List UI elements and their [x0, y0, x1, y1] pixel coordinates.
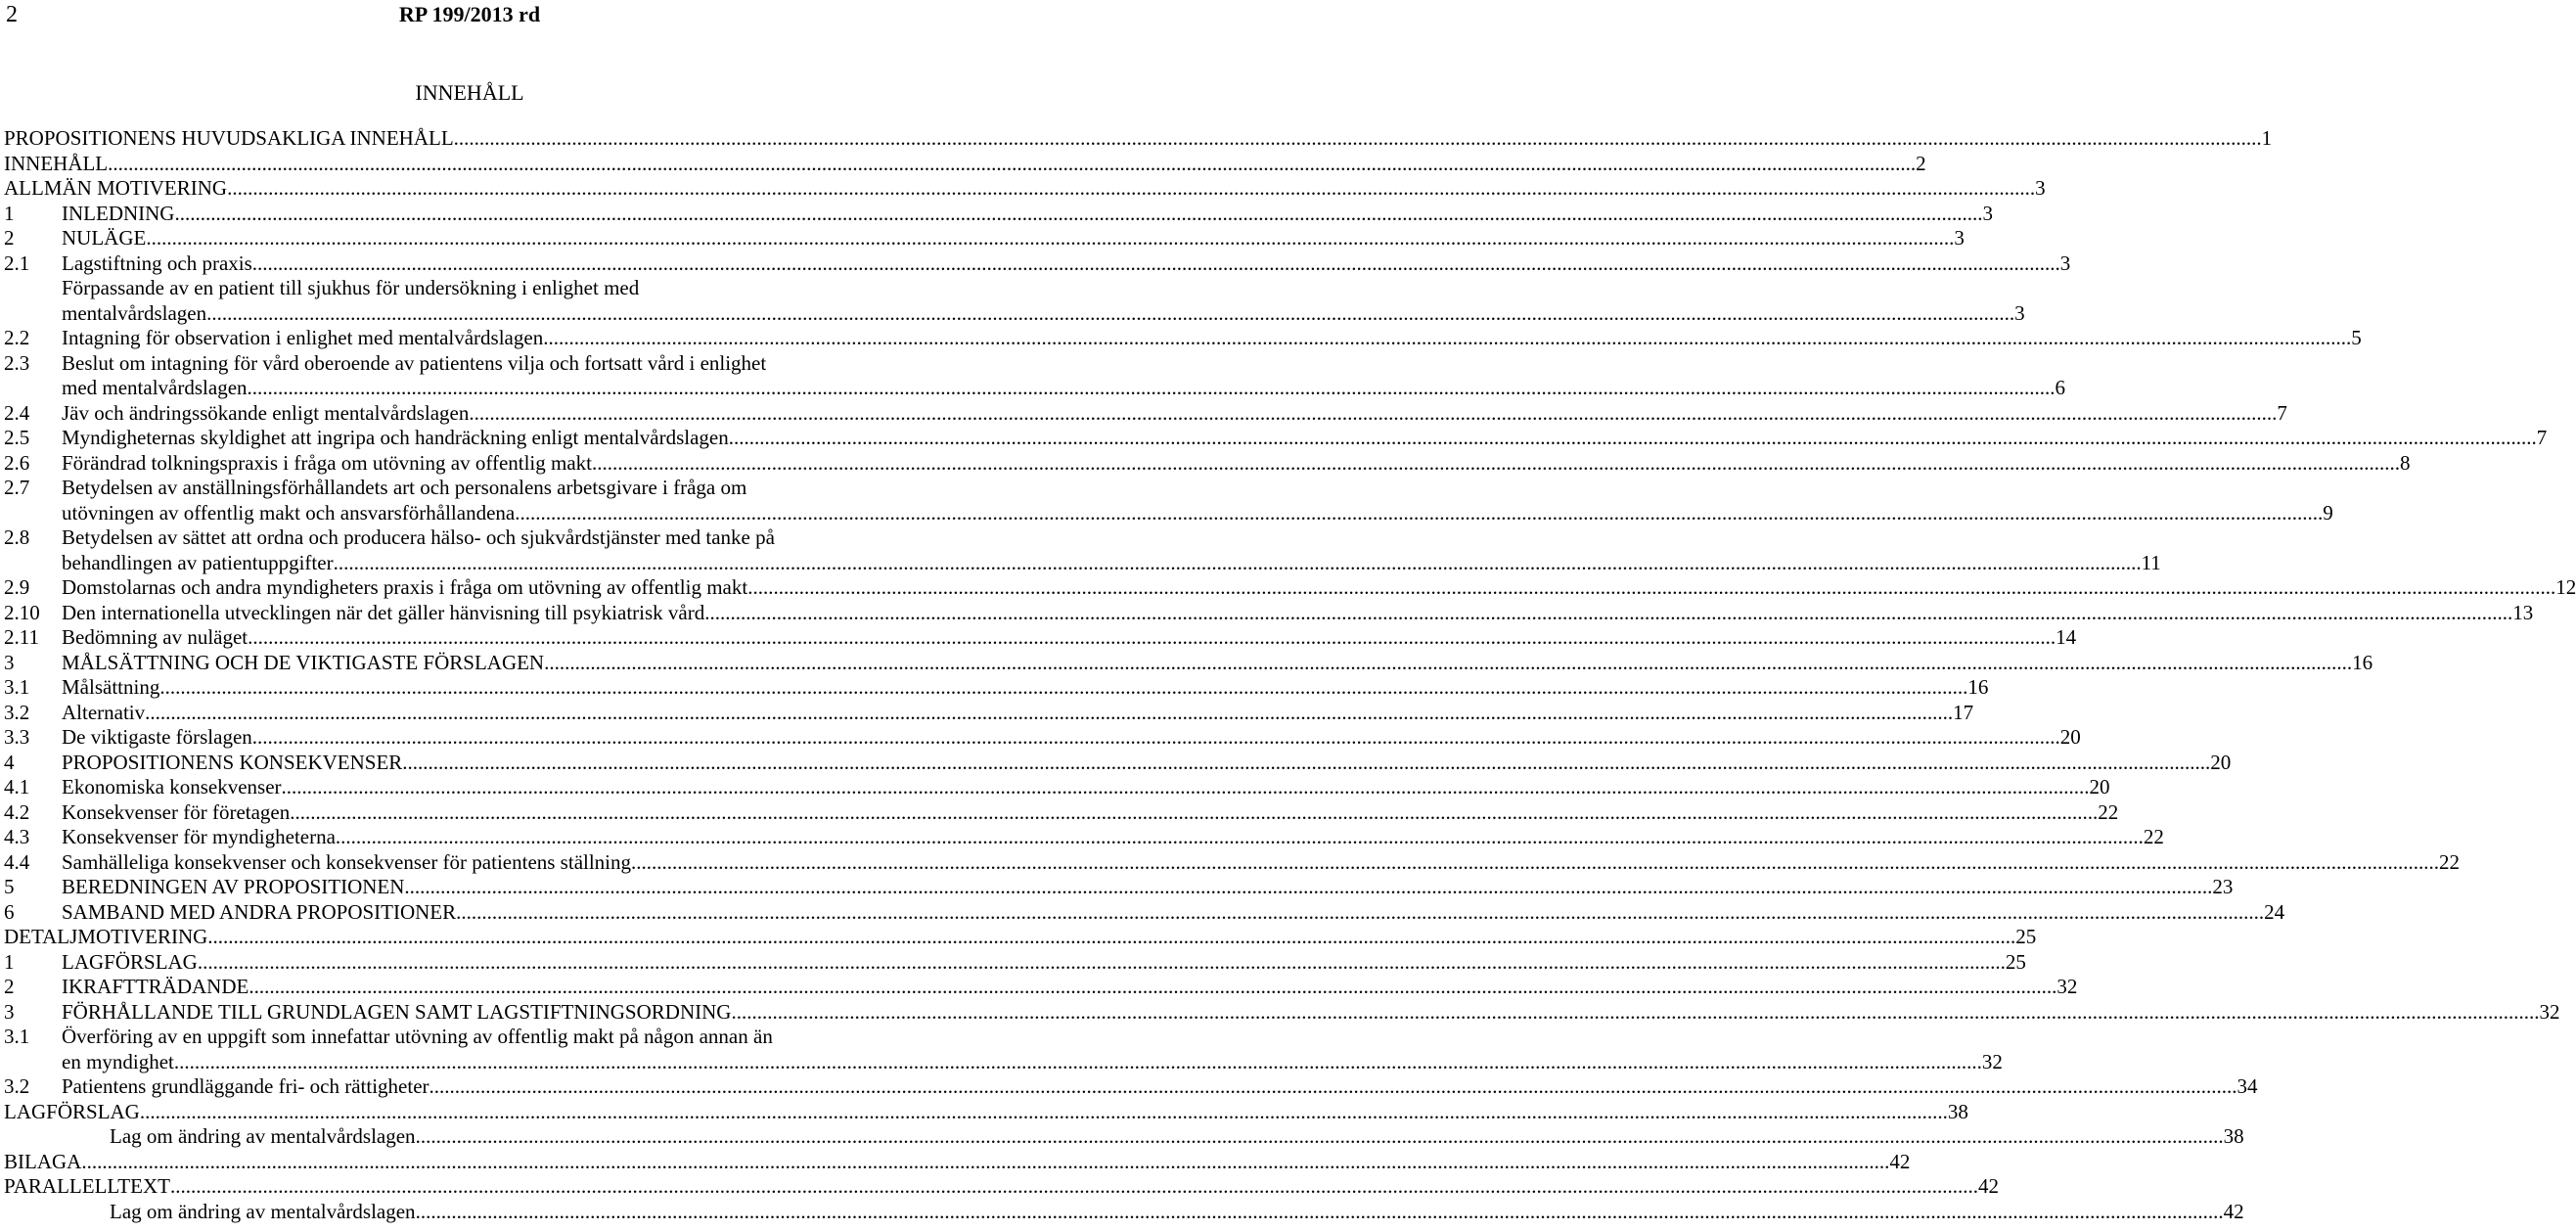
toc-leader-dots	[252, 725, 2060, 751]
toc-entry-title-line: Överföring av en uppgift som innefattar utövning av offentlig makt på någon annan än	[62, 1025, 773, 1048]
toc-leader-dots	[515, 501, 2323, 526]
toc-leader-dots	[207, 925, 2015, 950]
toc-entry-page-number: 3	[2014, 300, 2025, 325]
toc-entry[interactable]	[4, 799, 2119, 826]
toc-entry-number: 2.10	[4, 600, 40, 624]
toc-entry[interactable]	[4, 625, 2077, 651]
toc-entry[interactable]	[4, 975, 2078, 1000]
toc-entry-title: Ekonomiska konsekvenser	[62, 775, 282, 799]
toc-entry-title: Den internationella utvecklingen när det gäller hänvisning till psykiatrisk vård	[62, 600, 705, 624]
toc-entry-page-number: 1	[2261, 126, 2273, 150]
toc-entry[interactable]	[4, 151, 1926, 177]
toc-entry[interactable]	[4, 700, 1974, 726]
toc-leader-dots	[227, 176, 2035, 202]
toc-leader-dots	[145, 701, 1953, 726]
toc-entry[interactable]	[4, 350, 2066, 401]
toc-leader-dots	[170, 1174, 1978, 1200]
toc-entry-title: BILAGA	[4, 1149, 82, 1173]
toc-entry-title: Myndigheternas skyldighet att ingripa och handräckning enligt mentalvårdslagen	[62, 426, 729, 449]
toc-entry-title: LAGFÖRSLAG	[62, 949, 198, 974]
toc-entry-page-number: 8	[2400, 450, 2411, 475]
toc-entry[interactable]	[4, 825, 2164, 850]
toc-entry[interactable]	[4, 750, 2232, 776]
toc-entry-title: NULÄGE	[62, 226, 147, 250]
toc-leader-dots	[544, 651, 2352, 676]
toc-entry-title: INLEDNING	[62, 201, 175, 225]
toc-leader-dots	[206, 301, 2014, 327]
toc-entry-number: 4.2	[4, 799, 30, 824]
toc-entry[interactable]	[4, 525, 2161, 575]
toc-entry-title-line: Betydelsen av anställningsförhållandets art och personalens arbetsgivare i fråga om	[62, 476, 747, 499]
toc-leader-dots	[174, 1050, 1982, 1075]
toc-entry-title: behandlingen av patientuppgifter	[62, 550, 334, 574]
toc-entry[interactable]	[4, 1074, 2258, 1100]
toc-entry-title: LAGFÖRSLAG	[4, 1099, 140, 1123]
toc-leader-dots	[429, 1074, 2237, 1100]
toc-entry-title: MÅLSÄTTNING OCH DE VIKTIGASTE FÖRSLAGEN	[62, 650, 545, 674]
toc-entry-page-number: 25	[2015, 925, 2037, 948]
toc-entry-page-number: 42	[1889, 1149, 1911, 1173]
toc-entry[interactable]	[4, 1174, 1999, 1200]
toc-entry-number: 2.11	[4, 625, 39, 649]
toc-leader-dots	[252, 251, 2060, 277]
toc-entry-number: 4	[4, 750, 15, 774]
toc-entry-page-number: 32	[2056, 975, 2078, 998]
toc-entry-page-number: 12	[2555, 575, 2576, 599]
toc-entry-page-number: 32	[2539, 999, 2560, 1024]
toc-entry-page-number: 23	[2212, 875, 2234, 898]
toc-leader-dots	[631, 850, 2439, 876]
toc-entry-page-number: 22	[2098, 799, 2119, 824]
toc-leader-dots	[108, 152, 1916, 177]
toc-entry-title: IKRAFTTRÄDANDE	[62, 975, 249, 998]
toc-leader-dots	[159, 675, 1967, 701]
toc-entry[interactable]	[4, 400, 2287, 427]
toc-entry-title: Jäv och ändringssökande enligt mentalvårdslagen	[62, 400, 470, 425]
toc-entry[interactable]	[4, 426, 2548, 451]
toc-entry-title: Lagstiftning och praxis	[62, 251, 252, 275]
toc-entry-number: 3	[4, 650, 15, 674]
toc-entry[interactable]	[4, 126, 2273, 152]
toc-leader-dots	[454, 126, 2262, 152]
toc-leader-dots	[334, 551, 2142, 576]
toc-leader-dots	[402, 751, 2210, 776]
toc-entry-page-number: 11	[2141, 550, 2161, 574]
toc-entry-page-number: 3	[2035, 176, 2046, 200]
toc-entry-title: PROPOSITIONENS HUVUDSAKLIGA INNEHÅLL	[4, 126, 454, 150]
toc-entry[interactable]	[4, 1149, 1911, 1175]
toc-entry-page-number: 22	[2439, 849, 2461, 874]
toc-entry-title: PARALLELLTEXT	[4, 1174, 170, 1198]
toc-entry-title: en myndighet	[62, 1049, 174, 1073]
toc-entry-title: SAMBAND MED ANDRA PROPOSITIONER	[62, 899, 457, 924]
toc-leader-dots	[592, 451, 2400, 477]
toc-entry-number: 1	[4, 949, 15, 974]
toc-entry-page-number: 38	[2223, 1124, 2244, 1148]
toc-entry[interactable]	[4, 176, 2046, 202]
toc-entry-title: Konsekvenser för myndigheterna	[62, 825, 336, 848]
toc-entry-title: De viktigaste förslagen	[62, 725, 252, 749]
toc-entry-page-number: 5	[2351, 326, 2362, 349]
toc-entry[interactable]	[4, 1099, 1968, 1125]
toc-entry-title: Lag om ändring av mentalvårdslagen	[110, 1199, 416, 1223]
toc-entry-page-number: 42	[2223, 1199, 2244, 1223]
toc-leader-dots	[456, 900, 2264, 926]
toc-entry-number: 2.8	[4, 525, 30, 549]
toc-entry[interactable]	[4, 276, 2025, 326]
toc-entry-title: Patientens grundläggande fri- och rättigheter	[62, 1074, 429, 1098]
toc-entry-number: 2.4	[4, 400, 30, 425]
toc-leader-dots	[290, 800, 2098, 826]
toc-entry-page-number: 17	[1953, 700, 1974, 724]
toc-entry[interactable]	[4, 949, 2026, 976]
toc-entry-title: Bedömning av nuläget	[62, 625, 249, 649]
toc-entry-page-number: 9	[2323, 500, 2333, 525]
toc-entry-number: 4.4	[4, 849, 30, 874]
toc-entry-page-number: 3	[1954, 226, 1965, 250]
toc-entry-page-number: 7	[2277, 400, 2287, 425]
toc-entry-title-line: Betydelsen av sättet att ordna och producera hälso- och sjukvårdstjänster med tanke på	[62, 525, 775, 549]
toc-entry-title: INNEHÅLL	[4, 151, 109, 175]
toc-entry-page-number: 20	[2059, 725, 2081, 749]
toc-title: INNEHÅLL	[415, 80, 524, 105]
toc-entry-number: 2	[4, 226, 15, 250]
toc-leader-dots	[416, 1124, 2224, 1150]
toc-entry[interactable]	[4, 251, 2071, 277]
toc-entry-number: 6	[4, 899, 15, 924]
toc-entry-page-number: 34	[2237, 1074, 2258, 1098]
toc-entry-number: 3.1	[4, 675, 30, 699]
toc-entry-title: med mentalvårdslagen	[62, 376, 248, 399]
toc-leader-dots	[282, 775, 2090, 800]
toc-entry-page-number: 3	[2059, 251, 2071, 275]
toc-entry[interactable]	[4, 226, 1965, 251]
toc-entry-number: 2.3	[4, 350, 30, 375]
toc-entry-title: Förändrad tolkningspraxis i fråga om utövning av offentlig makt	[62, 450, 593, 475]
toc-entry-page-number: 20	[2089, 775, 2110, 799]
toc-entry-title: Domstolarnas och andra myndigheters praxis i fråga om utövning av offentlig makt	[62, 575, 748, 599]
toc-entry-title: PROPOSITIONENS KONSEKVENSER	[62, 750, 403, 774]
page-header	[0, 0, 939, 39]
toc-entry-number: 2.5	[4, 426, 30, 449]
toc-entry-number: 2.1	[4, 251, 30, 275]
toc-entry-title: Alternativ	[62, 700, 146, 724]
toc-entry-page-number: 7	[2536, 426, 2548, 449]
toc-entry[interactable]	[4, 650, 2373, 676]
toc-entry-page-number: 38	[1947, 1099, 1968, 1123]
toc-entry-number: 3.1	[4, 1025, 30, 1048]
toc-entry[interactable]	[4, 600, 2534, 626]
toc-entry-title: Samhälleliga konsekvenser och konsekvenser för patientens ställning	[62, 849, 632, 874]
toc-entry-page-number: 20	[2210, 750, 2232, 774]
toc-entry-title-line: Beslut om intagning för vård oberoende av patientens vilja och fortsatt vård i enlighet	[62, 350, 767, 375]
toc-entry-number: 1	[4, 201, 15, 225]
toc-entry-number: 3.3	[4, 725, 30, 749]
toc-entry-number: 2.2	[4, 326, 30, 349]
toc-entry[interactable]	[4, 1025, 2003, 1074]
document-id: RP 199/2013 rd	[398, 2, 541, 26]
toc-entry-title: Lag om ändring av mentalvårdslagen	[110, 1124, 416, 1148]
toc-entry-number: 2.7	[4, 476, 30, 499]
toc-entry-number: 3.2	[4, 700, 30, 724]
toc-leader-dots	[469, 401, 2277, 427]
toc-entry-title: ALLMÄN MOTIVERING	[4, 176, 228, 200]
toc-entry[interactable]	[4, 1124, 2244, 1150]
toc-entry-title: BEREDNINGEN AV PROPOSITIONEN	[62, 875, 405, 898]
table-of-contents	[4, 126, 2576, 1224]
toc-entry[interactable]	[4, 925, 2037, 950]
toc-leader-dots	[140, 1100, 1948, 1125]
toc-entry-page-number: 24	[2264, 899, 2285, 924]
toc-leader-dots	[704, 601, 2512, 626]
toc-entry-page-number: 14	[2056, 625, 2077, 649]
toc-entry-page-number: 32	[1981, 1049, 2003, 1073]
toc-leader-dots	[416, 1200, 2224, 1225]
toc-entry-number: 2.6	[4, 450, 30, 475]
toc-entry-number: 3.2	[4, 1074, 30, 1098]
toc-entry-number: 2	[4, 975, 15, 998]
toc-leader-dots	[731, 1000, 2539, 1026]
toc-leader-dots	[174, 202, 1982, 227]
toc-leader-dots	[404, 875, 2212, 900]
toc-entry-title: Konsekvenser för företagen	[62, 799, 291, 824]
toc-entry[interactable]	[4, 201, 1993, 227]
toc-entry-number: 4.1	[4, 775, 30, 799]
toc-entry-page-number: 2	[1916, 151, 1926, 175]
toc-entry-number: 3	[4, 999, 15, 1024]
toc-leader-dots	[729, 426, 2537, 451]
toc-entry-page-number: 16	[2352, 650, 2373, 674]
toc-entry[interactable]	[4, 775, 2110, 800]
toc-entry[interactable]	[4, 575, 2576, 601]
toc-entry-title: Målsättning	[62, 675, 160, 699]
toc-entry-title: FÖRHÅLLANDE TILL GRUNDLAGEN SAMT LAGSTIFTNINGSORDNING	[62, 999, 732, 1024]
page-number: 2	[6, 2, 18, 27]
toc-entry[interactable]	[4, 326, 2362, 351]
toc-entry-number: 4.3	[4, 825, 30, 848]
toc-leader-dots	[747, 575, 2555, 601]
toc-entry[interactable]	[4, 999, 2560, 1026]
toc-entry-page-number: 16	[1967, 675, 1989, 699]
toc-entry[interactable]	[4, 476, 2333, 525]
toc-leader-dots	[249, 975, 2056, 1000]
toc-entry-title: utövningen av offentlig makt och ansvarsförhållandena	[62, 500, 516, 525]
toc-entry[interactable]	[4, 725, 2081, 751]
toc-leader-dots	[543, 326, 2351, 351]
toc-leader-dots	[336, 825, 2144, 850]
toc-entry[interactable]	[4, 849, 2461, 876]
toc-entry-page-number: 25	[2005, 949, 2026, 974]
toc-entry[interactable]	[4, 450, 2411, 477]
toc-entry-page-number: 22	[2143, 825, 2164, 848]
toc-leader-dots	[146, 226, 1954, 251]
toc-leader-dots	[248, 625, 2056, 651]
toc-entry-page-number: 13	[2512, 600, 2534, 624]
toc-entry[interactable]	[4, 675, 1989, 701]
toc-entry-title: mentalvårdslagen	[62, 300, 207, 325]
toc-entry[interactable]	[4, 899, 2285, 926]
toc-entry-title: DETALJMOTIVERING	[4, 925, 208, 948]
toc-leader-dots	[248, 376, 2056, 401]
toc-entry-page-number: 6	[2055, 376, 2066, 399]
toc-entry-page-number: 42	[1977, 1174, 1999, 1198]
toc-leader-dots	[81, 1150, 1889, 1175]
toc-entry-title: Intagning för observation i enlighet med mentalvårdslagen	[62, 326, 544, 349]
toc-entry-title-line: Förpassande av en patient till sjukhus för undersökning i enlighet med	[62, 276, 640, 299]
toc-entry[interactable]	[4, 875, 2234, 900]
toc-entry-number: 2.9	[4, 575, 30, 599]
toc-entry[interactable]	[4, 1199, 2244, 1225]
toc-entry-page-number: 3	[1982, 201, 1993, 225]
toc-leader-dots	[198, 950, 2006, 976]
toc-entry-number: 5	[4, 875, 15, 898]
